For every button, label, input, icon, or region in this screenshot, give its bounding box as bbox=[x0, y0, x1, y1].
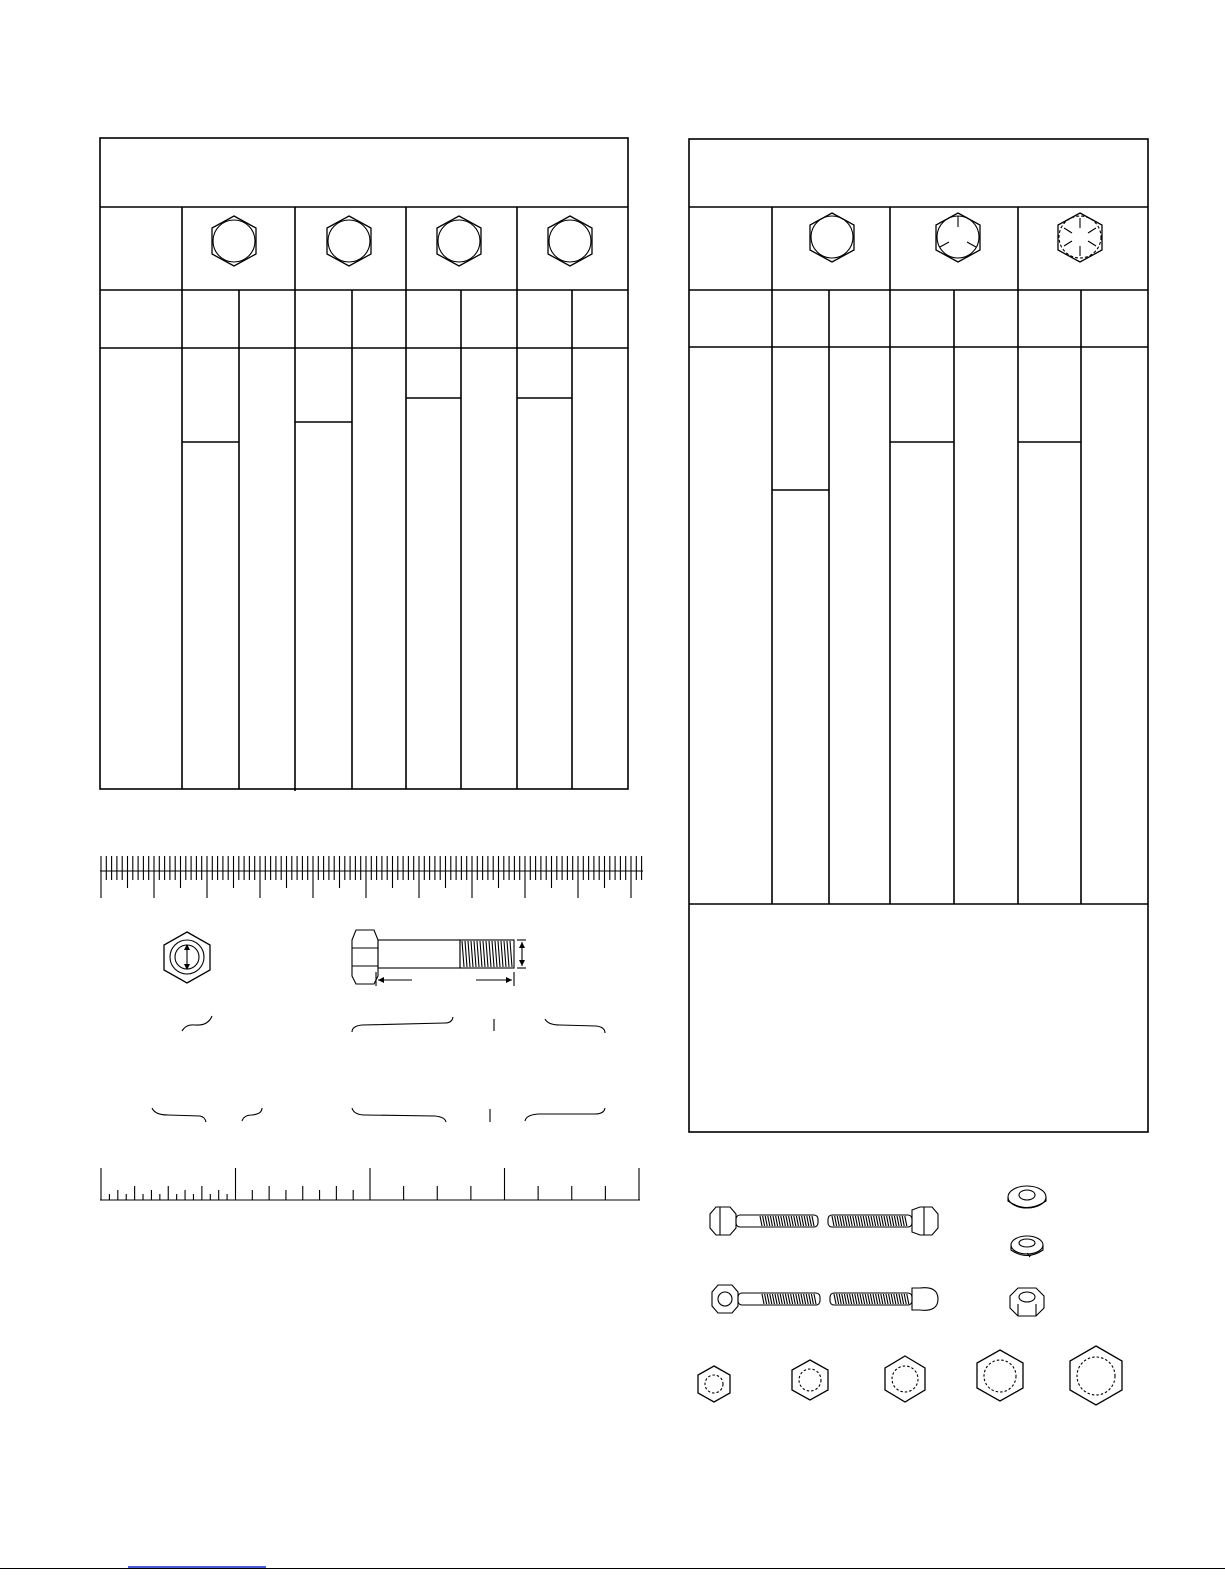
thread-line bbox=[773, 1216, 775, 1226]
thread-line bbox=[814, 1294, 816, 1304]
thread-line bbox=[850, 1216, 852, 1226]
thread-line bbox=[477, 941, 479, 967]
hex-head-6-lines-icon bbox=[1058, 213, 1102, 262]
thread-line bbox=[902, 1216, 904, 1226]
thread-line bbox=[799, 1216, 801, 1226]
hex-head-icon bbox=[548, 216, 592, 266]
thread-line bbox=[767, 1294, 769, 1304]
thread-line bbox=[873, 1294, 875, 1304]
thread-line bbox=[763, 1216, 765, 1226]
thread-line bbox=[796, 1216, 798, 1226]
nut-size-icon bbox=[698, 1366, 730, 1402]
thread-line bbox=[861, 1216, 863, 1226]
thread-line bbox=[765, 1294, 767, 1304]
thread-line bbox=[504, 941, 506, 967]
thread-line bbox=[778, 1294, 780, 1304]
thread-line bbox=[794, 1216, 796, 1226]
thread-line bbox=[868, 1294, 870, 1304]
metric-ruler bbox=[100, 856, 643, 898]
thread-line bbox=[876, 1216, 878, 1226]
footer-rule bbox=[0, 1568, 1225, 1569]
hex-head-icon bbox=[327, 216, 371, 266]
thread-line bbox=[894, 1294, 896, 1304]
thread-line bbox=[858, 1216, 860, 1226]
thread-line bbox=[860, 1294, 862, 1304]
hex-head-plain-icon bbox=[810, 213, 854, 262]
hex-bolt bbox=[828, 1207, 938, 1235]
thread-line bbox=[837, 1216, 839, 1226]
thread-line bbox=[844, 1294, 846, 1304]
thread-line bbox=[832, 1216, 834, 1226]
thread-line bbox=[783, 1294, 785, 1304]
hex-nut bbox=[1010, 1288, 1044, 1316]
thread-line bbox=[847, 1294, 849, 1304]
thread-line bbox=[507, 941, 509, 967]
thread-line bbox=[839, 1294, 841, 1304]
thread-line bbox=[780, 1294, 782, 1304]
thread-line bbox=[855, 1294, 857, 1304]
thread-line bbox=[812, 1216, 814, 1226]
thread-line bbox=[886, 1294, 888, 1304]
thread-line bbox=[801, 1294, 803, 1304]
thread-line bbox=[889, 1216, 891, 1226]
thread-line bbox=[850, 1294, 852, 1304]
thread-line bbox=[896, 1294, 898, 1304]
thread-line bbox=[834, 1294, 836, 1304]
dimension-brace bbox=[182, 1016, 605, 1033]
thread-line bbox=[835, 1216, 837, 1226]
lock-washer bbox=[1011, 1236, 1043, 1257]
thread-line bbox=[857, 1294, 859, 1304]
carriage-bolt bbox=[830, 1288, 938, 1311]
thread-line bbox=[486, 941, 488, 967]
carriage-bolt bbox=[712, 1285, 820, 1313]
thread-line bbox=[891, 1294, 893, 1304]
dimension-brace bbox=[152, 1108, 605, 1122]
thread-line bbox=[793, 1294, 795, 1304]
thread-line bbox=[468, 941, 470, 967]
thread-line bbox=[840, 1216, 842, 1226]
thread-line bbox=[894, 1216, 896, 1226]
thread-line bbox=[852, 1294, 854, 1304]
thread-line bbox=[904, 1294, 906, 1304]
thread-line bbox=[768, 1216, 770, 1226]
thread-line bbox=[474, 941, 476, 967]
thread-line bbox=[480, 941, 482, 967]
thread-line bbox=[492, 941, 494, 967]
thread-line bbox=[791, 1294, 793, 1304]
thread-line bbox=[802, 1216, 804, 1226]
thread-line bbox=[775, 1294, 777, 1304]
thread-line bbox=[785, 1294, 787, 1304]
thread-line bbox=[809, 1294, 811, 1304]
thread-line bbox=[900, 1216, 902, 1226]
thread-line bbox=[848, 1216, 850, 1226]
thread-line bbox=[897, 1216, 899, 1226]
thread-line bbox=[483, 941, 485, 967]
thread-line bbox=[798, 1294, 800, 1304]
thread-line bbox=[789, 1216, 791, 1226]
thread-line bbox=[762, 1294, 764, 1304]
thread-line bbox=[881, 1294, 883, 1304]
thread-line bbox=[878, 1294, 880, 1304]
thread-line bbox=[783, 1216, 785, 1226]
inch-ruler bbox=[100, 1168, 640, 1200]
thread-line bbox=[853, 1216, 855, 1226]
thread-line bbox=[866, 1216, 868, 1226]
thread-line bbox=[902, 1294, 904, 1304]
nut-size-icon bbox=[792, 1360, 828, 1400]
thread-line bbox=[865, 1294, 867, 1304]
thread-line bbox=[765, 1216, 767, 1226]
nut-size-icon bbox=[885, 1356, 925, 1402]
thread-line bbox=[791, 1216, 793, 1226]
thread-line bbox=[887, 1216, 889, 1226]
nut-size-gauge bbox=[698, 1346, 1122, 1405]
thread-line bbox=[889, 1294, 891, 1304]
thread-line bbox=[871, 1216, 873, 1226]
thread-line bbox=[788, 1294, 790, 1304]
thread-line bbox=[465, 941, 467, 967]
thread-line bbox=[510, 941, 512, 967]
thread-line bbox=[804, 1294, 806, 1304]
thread-line bbox=[876, 1294, 878, 1304]
thread-line bbox=[837, 1294, 839, 1304]
nut-size-icon bbox=[977, 1350, 1023, 1401]
thread-line bbox=[874, 1216, 876, 1226]
hex-bolt bbox=[710, 1207, 818, 1235]
thread-line bbox=[855, 1216, 857, 1226]
bolt-length-diagram bbox=[352, 930, 526, 986]
thread-line bbox=[879, 1216, 881, 1226]
thread-line bbox=[883, 1294, 885, 1304]
thread-line bbox=[778, 1216, 780, 1226]
thread-line bbox=[870, 1294, 872, 1304]
hex-head-icon bbox=[212, 216, 256, 266]
thread-line bbox=[863, 1294, 865, 1304]
thread-line bbox=[489, 941, 491, 967]
thread-line bbox=[786, 1216, 788, 1226]
thread-line bbox=[899, 1294, 901, 1304]
flat-washer bbox=[1008, 1186, 1046, 1208]
thread-line bbox=[501, 941, 503, 967]
nut-size-icon bbox=[1070, 1346, 1122, 1405]
thread-line bbox=[842, 1294, 844, 1304]
thread-line bbox=[770, 1216, 772, 1226]
thread-line bbox=[892, 1216, 894, 1226]
thread-line bbox=[807, 1216, 809, 1226]
thread-line bbox=[907, 1294, 909, 1304]
thread-line bbox=[905, 1216, 907, 1226]
thread-line bbox=[498, 941, 500, 967]
thread-line bbox=[809, 1216, 811, 1226]
thread-line bbox=[881, 1216, 883, 1226]
hex-head-3-lines-icon bbox=[936, 213, 980, 262]
thread-line bbox=[811, 1294, 813, 1304]
thread-line bbox=[770, 1294, 772, 1304]
thread-line bbox=[495, 941, 497, 967]
thread-line bbox=[863, 1216, 865, 1226]
thread-line bbox=[884, 1216, 886, 1226]
thread-line bbox=[796, 1294, 798, 1304]
thread-line bbox=[471, 941, 473, 967]
thread-line bbox=[842, 1216, 844, 1226]
thread-line bbox=[760, 1216, 762, 1226]
thread-line bbox=[845, 1216, 847, 1226]
thread-line bbox=[776, 1216, 778, 1226]
right-bolt-grade-table bbox=[689, 139, 1148, 1132]
thread-line bbox=[804, 1216, 806, 1226]
hex-nut-diameter-icon bbox=[164, 932, 210, 983]
thread-line bbox=[806, 1294, 808, 1304]
thread-line bbox=[868, 1216, 870, 1226]
thread-line bbox=[781, 1216, 783, 1226]
thread-line bbox=[462, 941, 464, 967]
hex-head-icon bbox=[437, 216, 481, 266]
thread-line bbox=[772, 1294, 774, 1304]
